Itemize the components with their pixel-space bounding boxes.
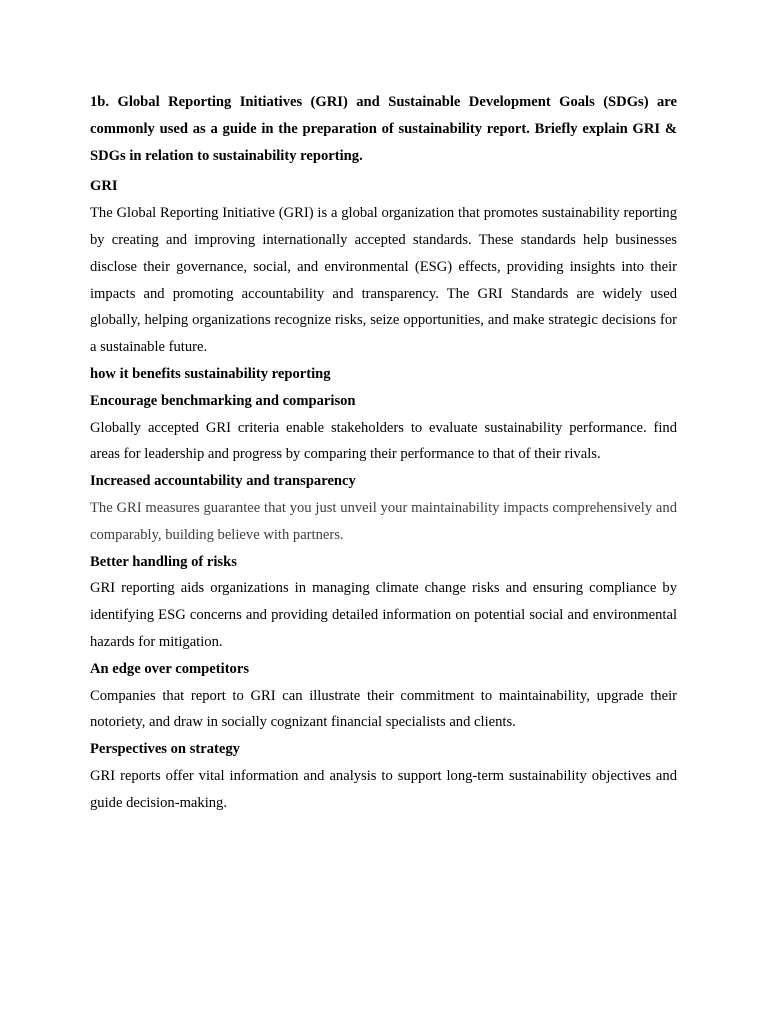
gri-intro-paragraph: The Global Reporting Initiative (GRI) is a global organization that promotes sustainability reporting by creating and improving internationally accepted standards. These standards help businesses disclose their governance, social, and environmental (ESG) effects, providing insights into their impacts and promoting accountability and transparency. The GRI Standards are widely used globally, helping organizations recognize risks, seize opportunities, and make strategic decisions for a sustainable future.	[90, 205, 677, 356]
benefit-heading: Encourage benchmarking and comparison	[90, 392, 356, 409]
document-page	[90, 89, 677, 817]
benefit-paragraph: GRI reports offer vital information and analysis to support long-term sustainability objectives and guide decision-making.	[90, 767, 677, 811]
benefit-heading: Better handling of risks	[90, 553, 237, 570]
benefit-paragraph: Globally accepted GRI criteria enable stakeholders to evaluate sustainability performance. find areas for leadership and progress by comparing their performance to that of their rivals.	[90, 419, 677, 463]
benefit-heading: An edge over competitors	[90, 660, 250, 677]
benefit-paragraph: Companies that report to GRI can illustrate their commitment to maintainability, upgrade their notoriety, and draw in socially cognizant financial specialists and clients.	[90, 687, 677, 731]
gri-heading: GRI	[90, 178, 118, 195]
benefit-paragraph: The GRI measures guarantee that you just unveil your maintainability impacts comprehensively and comparably, building believe with partners.	[90, 499, 677, 543]
benefits-heading: how it benefits sustainability reporting	[90, 365, 331, 382]
benefit-heading: Perspectives on strategy	[90, 741, 240, 758]
question-text: 1b. Global Reporting Initiatives (GRI) and Sustainable Development Goals (SDGs) are commonly used as a guide in the preparation of sustainability report. Briefly explain GRI & SDGs in relation to sustainability reporting.	[90, 94, 677, 164]
benefit-heading: Increased accountability and transparency	[90, 473, 356, 490]
benefit-paragraph: GRI reporting aids organizations in managing climate change risks and ensuring compliance by identifying ESG concerns and providing detailed information on potential social and environmental hazards for mitigation.	[90, 580, 677, 650]
